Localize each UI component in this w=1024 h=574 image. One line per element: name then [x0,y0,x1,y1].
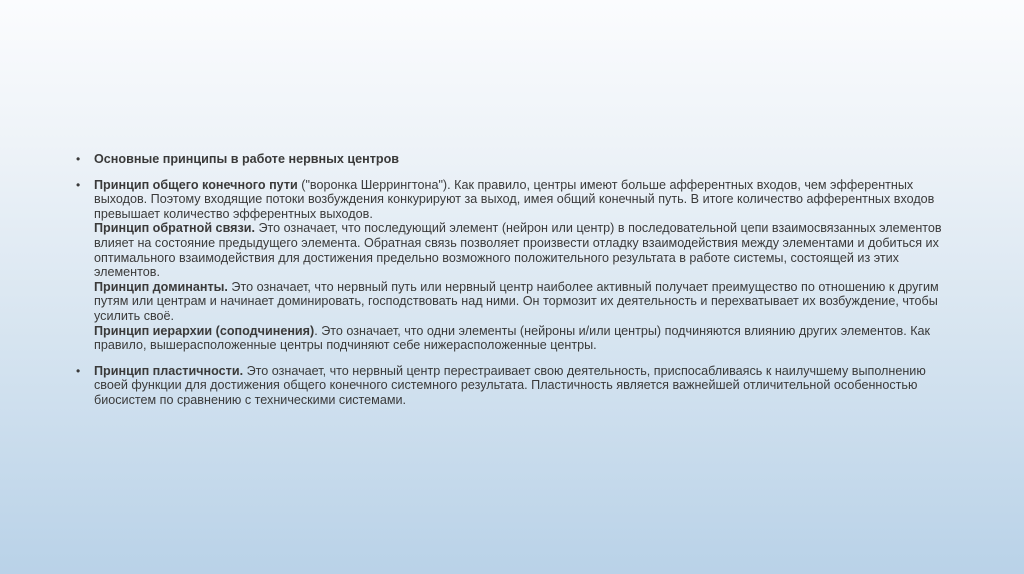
principle-text: Это означает, что нервный путь или нервный центр наиболее активный получает преимущество по отношению к другим путям или центрам и начинает доминировать, господствовать над ними. Он тормозит их деятельность и перехватывает их возбуждение, чтобы усилить своё. [94,279,939,323]
principle-plasticity [94,364,954,408]
principle-final-common-path [94,178,954,222]
bullet-dot-icon: • [76,152,81,166]
principle-feedback [94,221,954,279]
principle-title: Принцип обратной связи. [94,221,255,236]
slide-content [74,152,954,419]
bullet-item-principles [74,178,954,353]
bullet-dot-icon: • [76,177,81,192]
principle-title: Принцип доминанты. [94,279,228,294]
principle-hierarchy [94,324,954,353]
section-heading: Основные принципы в работе нервных центров [94,152,400,166]
principle-text: . Это означает, что одни элементы (нейроны и/или центры) подчиняются влиянию других элементов. Как правило, вышерасположенные центры подчиняют себе нижерасположенные центры. [94,323,931,353]
principle-text: Это означает, что нервный центр перестраивает свою деятельность, приспосабливаясь к наилучшему выполнению своей функции для достижения общего конечного системного результата. Пластичность является важнейшей отличительной особенностью биосистем по сравнению с техническими системами. [94,363,926,407]
bullet-list [74,152,954,408]
principle-title: Принцип иерархии (соподчинения) [94,323,315,338]
bullet-item-plasticity [74,364,954,408]
bullet-item-heading [74,152,954,167]
principle-dominant [94,280,954,324]
principle-title: Принцип пластичности. [94,363,244,378]
bullet-dot-icon: • [76,363,81,378]
principle-text: ("воронка Шеррингтона"). Как правило, центры имеют больше афферентных входов, чем эфферентных выходов. Поэтому входящие потоки возбуждения конкурируют за выход, имея общий конечный путь. В итоге количество афферентных входов превышает количество эфферентных выходов. [94,177,935,221]
principle-text: Это означает, что последующий элемент (нейрон или центр) в последовательной цепи взаимосвязанных элементов влияет на состояние предыдущего элемента. Обратная связь позволяет произвести отладку взаимодействия между элементами и добиться их оптимального взаимодействия для достижения предельно возможного положительного результата в работе системы, состоящей из этих элементов. [94,221,942,280]
principle-title: Принцип общего конечного пути [94,177,298,192]
